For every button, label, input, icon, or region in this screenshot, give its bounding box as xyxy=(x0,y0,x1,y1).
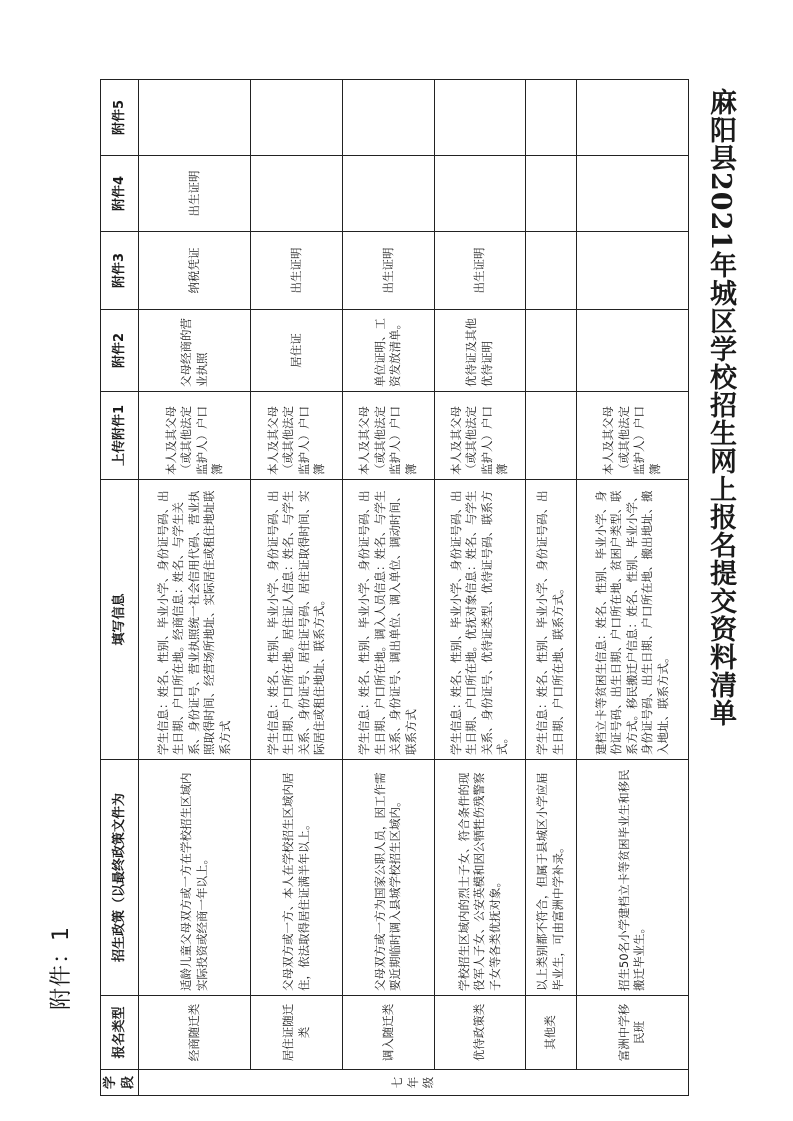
fill-cell: 学生信息：姓名、性别、毕业小学、身份证号码、出生日期、户口所在地。经商信息：姓名、与学生关系、身份证号、营业执照统一社会信用代码、营业执照取得时间、经营场所地址、实际居住或租住地址联系方式 xyxy=(139,480,251,760)
type-cell: 优待政策类 xyxy=(434,996,526,1070)
att3-cell xyxy=(526,232,576,310)
stage-cell: 七年级 xyxy=(139,1070,689,1096)
fill-cell: 学生信息：姓名、性别、毕业小学、身份证号码、出生日期、户口所在地。调入人员信息：姓名、与学生关系、身份证号、调出单位、调入单位、调动时间、联系方式 xyxy=(342,480,434,760)
type-cell: 调入随迁类 xyxy=(342,996,434,1070)
att3-cell xyxy=(576,232,688,310)
attachment-label: 附件：1 xyxy=(49,926,74,1010)
type-cell: 居住证随迁类 xyxy=(251,996,343,1070)
att2-cell: 单位证明、工资发放清单。 xyxy=(342,310,434,392)
upload1-cell: 本人及其父母（或其他法定监护人）户口簿 xyxy=(342,392,434,480)
att3-cell: 纳税凭证 xyxy=(139,232,251,310)
upload1-cell: 本人及其父母（或其他法定监护人）户口簿 xyxy=(434,392,526,480)
header-att2: 附件2 xyxy=(101,310,139,392)
header-att3: 附件3 xyxy=(101,232,139,310)
att4-cell xyxy=(576,156,688,232)
policy-cell: 父母双方或一方、本人在学校招生区域内居住，依法取得居住证满半年以上。 xyxy=(251,760,343,996)
fill-cell: 学生信息：姓名、性别、毕业小学、身份证号码、出生日期、户口所在地。优抚对象信息：姓名、与学生关系、身份证号、优待证类型、优待证号码、联系方式。 xyxy=(434,480,526,760)
policy-cell: 招生50名小学建档立卡等贫困毕业生和移民搬迁毕业生。 xyxy=(576,760,688,996)
header-upload1: 上传附件1 xyxy=(101,392,139,480)
policy-cell: 父母双方或一方为国家公职人员，因工作需要近期临时调入县城学校招生区域内。 xyxy=(342,760,434,996)
type-cell: 其他类 xyxy=(526,996,576,1070)
att5-cell xyxy=(251,80,343,156)
att4-cell xyxy=(251,156,343,232)
header-att4: 附件4 xyxy=(101,156,139,232)
att2-cell xyxy=(576,310,688,392)
att5-cell xyxy=(434,80,526,156)
page-title: 麻阳县2021年城区学校招生网上报名提交资料清单 xyxy=(705,88,736,728)
att4-cell xyxy=(342,156,434,232)
upload1-cell: 本人及其父母（或其他法定监护人）户口簿 xyxy=(576,392,688,480)
table-row xyxy=(576,80,688,1096)
fill-cell: 建档立卡等贫困生信息：姓名、性别、毕业小学、身份证号码、出生日期、户口所在地、贫困户类型、联系方式。移民搬迁户信息：姓名、性别、毕业小学、身份证号码、出生日期、户口所在地、搬出地址、搬入地址、联系方式。 xyxy=(576,480,688,760)
upload1-cell: 本人及其父母（或其他法定监护人）户口簿 xyxy=(139,392,251,480)
att5-cell xyxy=(526,80,576,156)
type-cell: 经商随迁类 xyxy=(139,996,251,1070)
policy-cell: 适龄儿童父母双方或一方在学校招生区域内实际投资或经商一年以上。 xyxy=(139,760,251,996)
att2-cell: 优待证及其他优待证明 xyxy=(434,310,526,392)
submission-table-wrapper xyxy=(100,80,689,1096)
att4-cell xyxy=(434,156,526,232)
table-row xyxy=(434,80,526,1096)
att3-cell: 出生证明 xyxy=(342,232,434,310)
att3-cell: 出生证明 xyxy=(251,232,343,310)
att5-cell xyxy=(139,80,251,156)
table-row xyxy=(139,80,251,1096)
policy-cell: 以上类别都不符合，但属于县城区小学应届毕业生，可由富洲中学补录。 xyxy=(526,760,576,996)
att4-cell xyxy=(526,156,576,232)
att3-cell: 出生证明 xyxy=(434,232,526,310)
upload1-cell: 本人及其父母（或其他法定监护人）户口簿 xyxy=(251,392,343,480)
att4-cell: 出生证明 xyxy=(139,156,251,232)
type-cell: 富洲中学移民班 xyxy=(576,996,688,1070)
header-att5: 附件5 xyxy=(101,80,139,156)
header-fill: 填写信息 xyxy=(101,480,139,760)
upload1-cell xyxy=(526,392,576,480)
header-stage: 学段 xyxy=(101,1070,139,1096)
fill-cell: 学生信息：姓名、性别、毕业小学、身份证号码、出生日期、户口所在地。居住证人信息：姓名、与学生关系、身份证号、居住证号码、居住证取得时间、实际居住或租住地址、联系方式。 xyxy=(251,480,343,760)
fill-cell: 学生信息：姓名、性别、毕业小学、身份证号码、出生日期、户口所在地、联系方式。 xyxy=(526,480,576,760)
header-type: 报名类型 xyxy=(101,996,139,1070)
table-row xyxy=(251,80,343,1096)
att5-cell xyxy=(342,80,434,156)
att2-cell: 居住证 xyxy=(251,310,343,392)
att2-cell: 父母经商的营业执照 xyxy=(139,310,251,392)
header-row xyxy=(101,80,139,1096)
policy-cell: 学校招生区域内的烈士子女、符合条件的现役军人子女、公安英模和因公牺牲伤残警察子女等各类优抚对象。 xyxy=(434,760,526,996)
submission-table xyxy=(100,79,689,1096)
table-row xyxy=(342,80,434,1096)
att2-cell xyxy=(526,310,576,392)
header-policy: 招生政策（以最终政策文件为 xyxy=(101,760,139,996)
att5-cell xyxy=(576,80,688,156)
table-row xyxy=(526,80,576,1096)
